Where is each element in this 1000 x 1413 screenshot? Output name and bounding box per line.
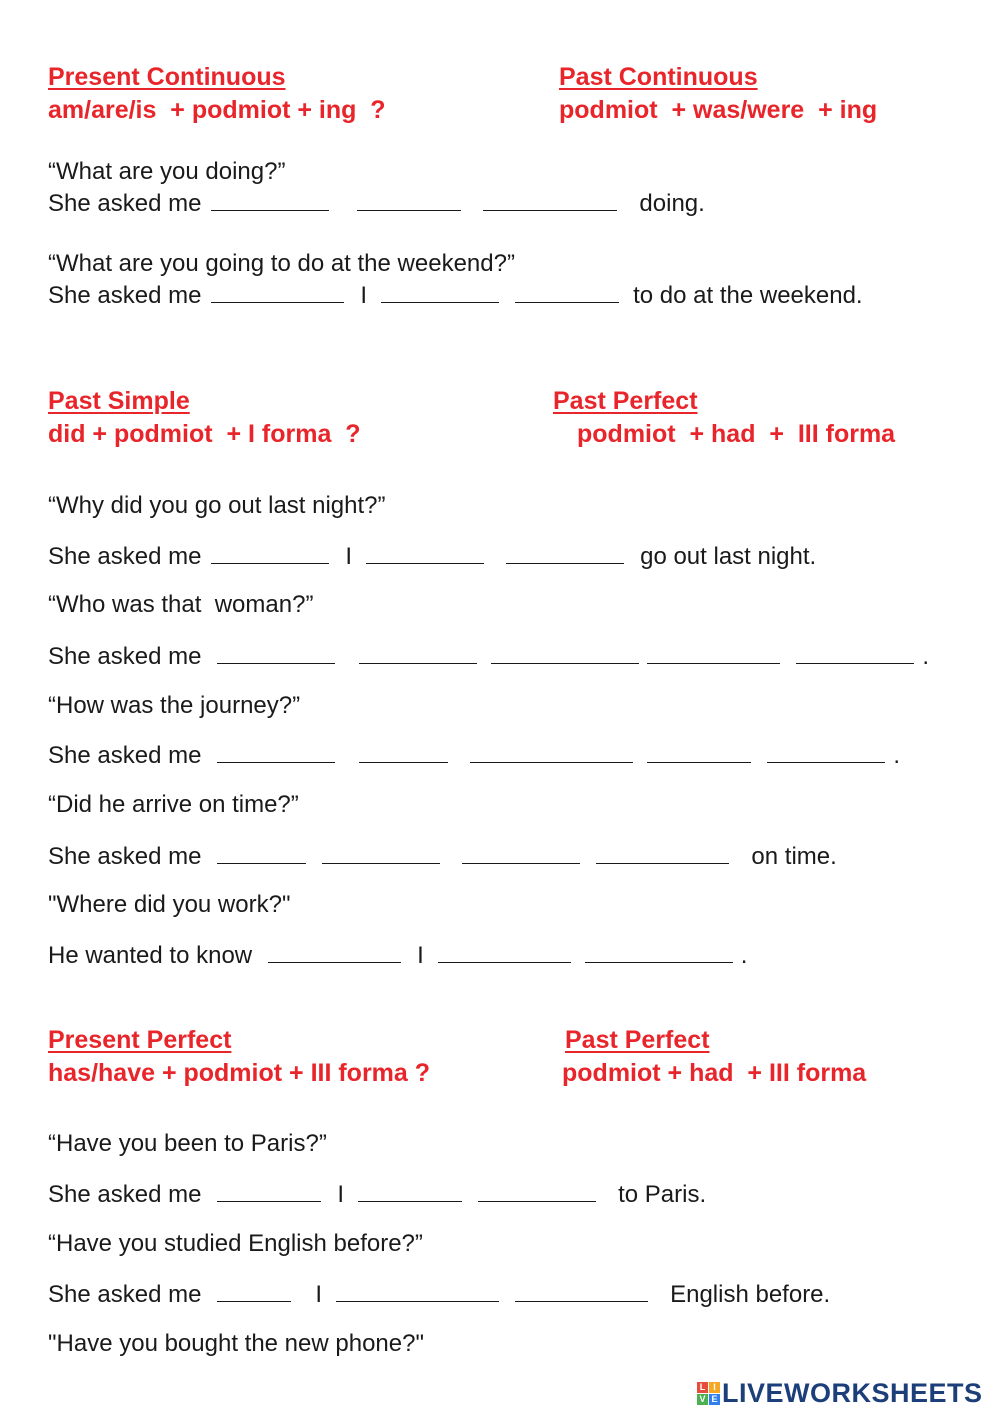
answer-blank[interactable] (462, 841, 580, 864)
answer-blank[interactable] (438, 940, 571, 963)
question-10: "Have you bought the new phone?" (48, 1330, 424, 1357)
liveworksheets-logo (697, 1378, 983, 1409)
answer-line-7 (48, 940, 747, 970)
fixed-word: . (922, 643, 930, 670)
answer-blank[interactable] (381, 280, 499, 303)
answer-blank[interactable] (359, 641, 477, 664)
answer-line-1 (48, 188, 705, 218)
answer-blank[interactable] (217, 1179, 321, 1202)
rule-formula-past-simple: did + podmiot + I forma ? (48, 420, 361, 448)
lead-text: She asked me (48, 190, 202, 217)
answer-blank[interactable] (359, 740, 448, 763)
answer-blank[interactable] (515, 280, 619, 303)
answer-blank[interactable] (217, 740, 335, 763)
answer-blank[interactable] (217, 841, 306, 864)
question-8: “Have you been to Paris?” (48, 1130, 327, 1157)
answer-blank[interactable] (796, 641, 914, 664)
fixed-word: go out last night. (640, 543, 817, 570)
answer-line-9 (48, 1279, 830, 1309)
question-4: “Who was that woman?” (48, 591, 314, 618)
answer-line-8 (48, 1179, 706, 1209)
rule-title-past-perfect-2: Past Perfect (565, 1026, 710, 1054)
fixed-word: I (315, 1281, 323, 1308)
answer-blank[interactable] (585, 940, 733, 963)
rule-formula-present-continuous: am/are/is + podmiot + ing ? (48, 96, 386, 124)
fixed-word: I (360, 282, 368, 309)
rule-formula-past-perfect-2: podmiot + had + III forma (562, 1059, 867, 1087)
rule-title-past-perfect: Past Perfect (553, 387, 698, 415)
lead-text: She asked me (48, 643, 202, 670)
question-9: “Have you studied English before?” (48, 1230, 423, 1257)
answer-blank[interactable] (211, 188, 329, 211)
answer-blank[interactable] (470, 740, 633, 763)
answer-blank[interactable] (357, 188, 461, 211)
fixed-word: on time. (751, 843, 837, 870)
lead-text: He wanted to know (48, 942, 253, 969)
answer-line-2 (48, 280, 863, 310)
rule-formula-present-perfect: has/have + podmiot + III forma ? (48, 1059, 431, 1087)
rule-title-present-perfect: Present Perfect (48, 1026, 232, 1054)
rule-title-present-continuous: Present Continuous (48, 63, 286, 91)
lead-text: She asked me (48, 543, 202, 570)
fixed-word: English before. (670, 1281, 831, 1308)
answer-blank[interactable] (767, 740, 885, 763)
answer-line-6 (48, 841, 837, 871)
lead-text: She asked me (48, 282, 202, 309)
logo-mark-icon: L I V E (697, 1382, 720, 1405)
fixed-word: . (893, 742, 901, 769)
question-5: “How was the journey?” (48, 692, 301, 719)
answer-blank[interactable] (515, 1279, 648, 1302)
question-2: “What are you going to do at the weekend?” (48, 250, 515, 277)
answer-blank[interactable] (211, 541, 329, 564)
answer-line-4 (48, 641, 929, 671)
question-6: “Did he arrive on time?” (48, 791, 299, 818)
lead-text: She asked me (48, 1281, 202, 1308)
answer-line-3 (48, 541, 816, 571)
answer-line-5 (48, 740, 900, 770)
lead-text: She asked me (48, 742, 202, 769)
question-7: "Where did you work?" (48, 891, 291, 918)
rule-formula-past-perfect: podmiot + had + III forma (577, 420, 896, 448)
rule-formula-past-continuous: podmiot + was/were + ing (559, 96, 878, 124)
fixed-word: to Paris. (618, 1181, 707, 1208)
question-1: “What are you doing?” (48, 158, 286, 185)
rule-title-past-continuous: Past Continuous (559, 63, 758, 91)
logo-text: LIVEWORKSHEETS (722, 1378, 983, 1408)
answer-blank[interactable] (647, 740, 751, 763)
fixed-word: . (740, 942, 748, 969)
lead-text: She asked me (48, 1181, 202, 1208)
answer-blank[interactable] (268, 940, 401, 963)
fixed-word: I (345, 543, 353, 570)
answer-blank[interactable] (478, 1179, 596, 1202)
answer-blank[interactable] (366, 541, 484, 564)
question-3: “Why did you go out last night?” (48, 492, 386, 519)
answer-blank[interactable] (336, 1279, 499, 1302)
fixed-word: doing. (639, 190, 705, 217)
answer-blank[interactable] (322, 841, 440, 864)
fixed-word: to do at the weekend. (633, 282, 863, 309)
answer-blank[interactable] (211, 280, 344, 303)
answer-blank[interactable] (217, 1279, 291, 1302)
answer-blank[interactable] (217, 641, 335, 664)
rule-title-past-simple: Past Simple (48, 387, 190, 415)
answer-blank[interactable] (506, 541, 624, 564)
answer-blank[interactable] (358, 1179, 462, 1202)
answer-blank[interactable] (647, 641, 780, 664)
answer-blank[interactable] (491, 641, 639, 664)
answer-blank[interactable] (483, 188, 617, 211)
lead-text: She asked me (48, 843, 202, 870)
answer-blank[interactable] (596, 841, 729, 864)
fixed-word: I (417, 942, 424, 969)
fixed-word: I (337, 1181, 345, 1208)
